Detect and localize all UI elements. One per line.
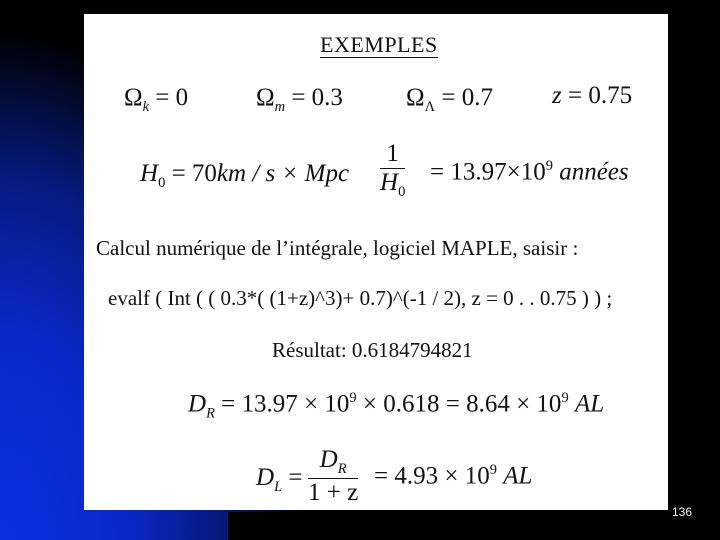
redshift-equation: z = 0.75 [552,82,633,109]
maple-command: evalf ( Int ( ( 0.3*( (1+z)^3)+ 0.7)^(-1 / 2), z = 0 . . 0.75 ) ) ; [108,286,613,310]
omega-lambda-equation: $\Omega_\Lambda = 0.7$ [406,84,493,115]
omega-k-equation: $\Omega_k = 0$ [124,84,189,115]
omega-m-equation: $\Omega_m = 0.3$ [256,84,343,115]
bottom-bar [228,512,720,540]
result-line: Résultat: 0.6184794821 [272,338,473,362]
dr-equation: $D_R = 13.97 \times 10^9 \times 0.618 = 8.64 \times 10^9$ AL [188,390,605,422]
page-number: 136 [672,505,693,519]
hubble-time-fraction: $\frac{1}{H_0}$ [380,140,406,200]
dl-value: = $4.93 \times 10^9$ AL [374,462,533,490]
hubble-time-value: = $13.97\times 10^9$ années [430,158,629,186]
dl-symbol: $D_L$ = [256,464,303,495]
slide-title: EXEMPLES [320,32,438,57]
calculation-instruction: Calcul numérique de l’intégrale, logiciel MAPLE, saisir : [96,236,579,260]
dl-fraction: $\frac{D_R}{1 + z}$ [308,446,359,506]
hubble-constant-equation: $H_0 = 70km / s$ × Mpc [140,160,350,191]
content-panel [84,14,668,510]
